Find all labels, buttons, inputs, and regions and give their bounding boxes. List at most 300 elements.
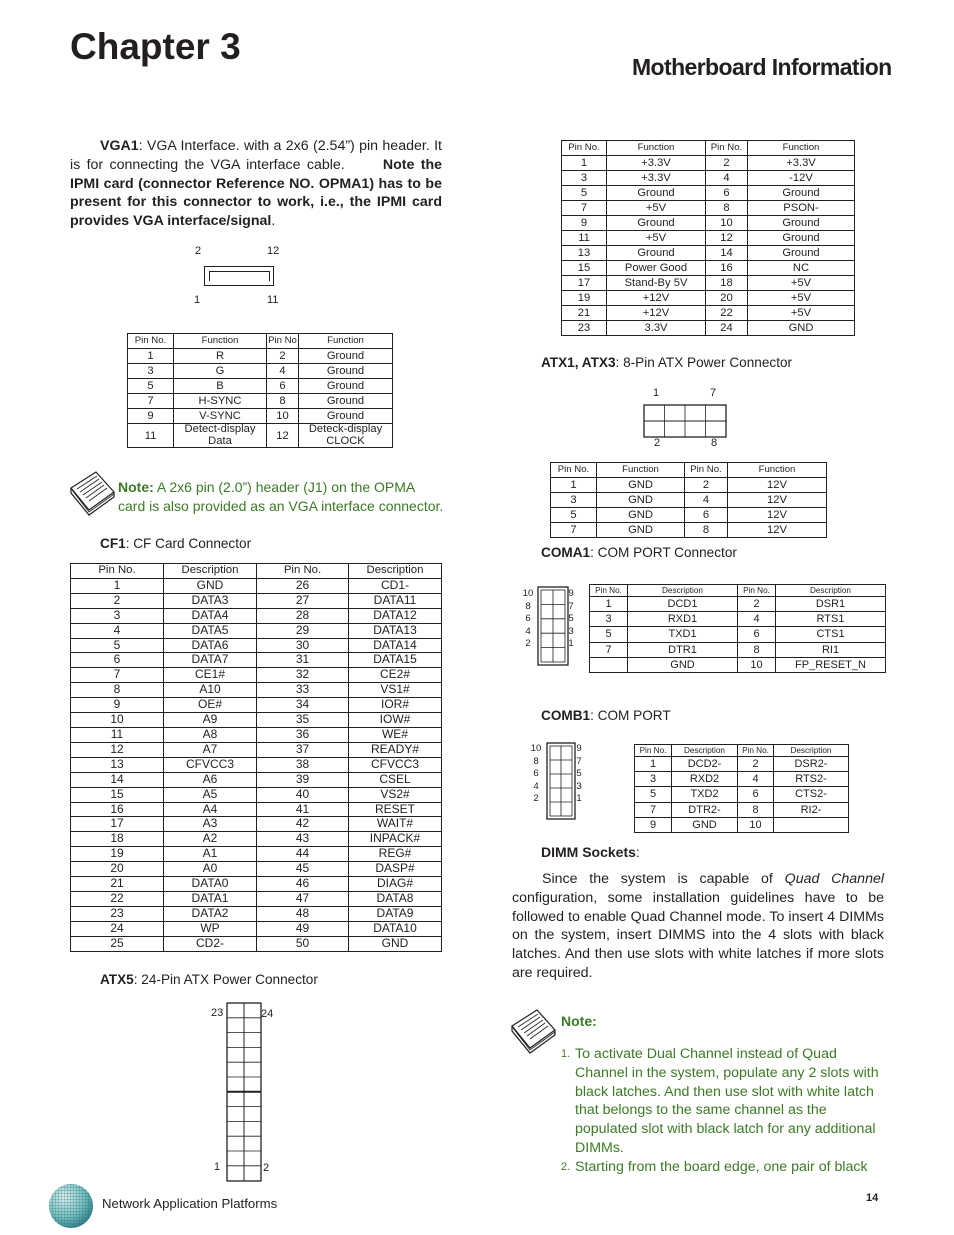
table-cell: 9 xyxy=(128,409,174,424)
comb-caption: COMB1: COM PORT xyxy=(541,708,671,723)
table-cell: 3 xyxy=(635,772,672,787)
table-cell: DATA3 xyxy=(164,593,257,608)
table-row xyxy=(562,156,855,171)
table-cell: 43 xyxy=(257,832,349,847)
table-cell: Power Good xyxy=(607,261,706,276)
table-header-cell: Function xyxy=(299,334,393,349)
table-row xyxy=(562,261,855,276)
atx24-pin-table xyxy=(561,140,855,336)
table-cell: 1 xyxy=(635,757,672,772)
table-row xyxy=(128,349,393,364)
table-cell: 20 xyxy=(706,291,748,306)
table-cell: 21 xyxy=(71,877,164,892)
pin-label: 8 xyxy=(525,600,531,612)
coma-right-pin-labels xyxy=(566,588,576,651)
table-row xyxy=(635,817,849,832)
table-cell: 50 xyxy=(257,936,349,951)
atx8-caption: ATX1, ATX3: 8-Pin ATX Power Connector xyxy=(541,355,793,370)
table-row xyxy=(128,379,393,394)
table-cell: CD1- xyxy=(349,578,442,593)
table-cell: 5 xyxy=(71,638,164,653)
table-cell: 35 xyxy=(257,713,349,728)
vga-description: VGA1: VGA Interface. with a 2x6 (2.54”) pin header. It is for connecting the VGA interface cable. Note the IPMI card (connector Reference NO. OPMA1) has to be present for this connector to work, i.e., the IPMI card provides VGA interface/signal. xyxy=(70,138,443,230)
table-cell: FP_RESET_N xyxy=(776,657,886,672)
table-row xyxy=(71,787,442,802)
table-cell: DATA14 xyxy=(349,638,442,653)
table-cell: 3.3V xyxy=(607,321,706,336)
table-cell: DATA13 xyxy=(349,623,442,638)
table-cell: WAIT# xyxy=(349,817,442,832)
table-header-row xyxy=(551,463,827,478)
cf-pin-table xyxy=(70,563,442,952)
table-row xyxy=(562,306,855,321)
comb-right-pin-labels xyxy=(574,743,584,806)
atx8-connector xyxy=(643,404,727,438)
table-row xyxy=(635,802,849,817)
table-cell: 12 xyxy=(71,742,164,757)
table-cell: 22 xyxy=(71,891,164,906)
table-cell: Ground xyxy=(748,231,855,246)
table-cell: GND xyxy=(748,321,855,336)
coma-connector xyxy=(537,586,569,666)
table-cell: A3 xyxy=(164,817,257,832)
table-cell: 18 xyxy=(71,832,164,847)
table-cell: DATA10 xyxy=(349,921,442,936)
pin-label: 1 xyxy=(576,793,582,805)
atx5-pin-label: 24 xyxy=(261,1008,274,1020)
table-cell: 7 xyxy=(635,802,672,817)
table-row xyxy=(71,653,442,668)
table-cell: IOW# xyxy=(349,713,442,728)
table-cell: 5 xyxy=(635,787,672,802)
table-cell: Ground xyxy=(299,349,393,364)
table-cell: 29 xyxy=(257,623,349,638)
table-cell: 7 xyxy=(590,642,628,657)
table-row xyxy=(562,321,855,336)
note-label: Note: xyxy=(118,479,154,495)
table-cell: 11 xyxy=(128,424,174,448)
table-row xyxy=(562,291,855,306)
table-cell: 26 xyxy=(257,578,349,593)
table-cell: 9 xyxy=(635,817,672,832)
table-cell: 45 xyxy=(257,862,349,877)
table-header-cell: Description xyxy=(776,585,886,597)
table-cell: 1 xyxy=(551,478,597,493)
table-cell: 6 xyxy=(71,653,164,668)
table-cell: +12V xyxy=(607,306,706,321)
table-row xyxy=(128,394,393,409)
table-cell: +5V xyxy=(748,291,855,306)
pin-label: 5 xyxy=(568,613,574,625)
table-cell: 5 xyxy=(590,627,628,642)
table-cell: 20 xyxy=(71,862,164,877)
table-cell: 37 xyxy=(257,742,349,757)
table-header-cell: Description xyxy=(349,564,442,579)
table-cell: 3 xyxy=(562,171,607,186)
table-cell: Ground xyxy=(299,394,393,409)
table-cell: 22 xyxy=(706,306,748,321)
table-cell: 6 xyxy=(267,379,299,394)
table-cell: CSEL xyxy=(349,772,442,787)
table-cell: 4 xyxy=(71,623,164,638)
table-cell: 1 xyxy=(128,349,174,364)
table-row xyxy=(71,683,442,698)
table-row xyxy=(71,623,442,638)
table-cell: DATA8 xyxy=(349,891,442,906)
table-cell: 47 xyxy=(257,891,349,906)
section-title: Motherboard Information xyxy=(632,54,892,80)
table-cell: 17 xyxy=(71,817,164,832)
table-cell: -12V xyxy=(748,171,855,186)
table-cell: Ground xyxy=(748,216,855,231)
table-cell: +3.3V xyxy=(748,156,855,171)
table-cell: 46 xyxy=(257,877,349,892)
table-cell: DCD1 xyxy=(628,597,738,612)
table-cell: 4 xyxy=(267,364,299,379)
table-cell: Detect-display Data xyxy=(174,424,267,448)
table-header-cell: Pin No. xyxy=(635,745,672,757)
table-cell: A10 xyxy=(164,683,257,698)
table-cell: 4 xyxy=(706,171,748,186)
table-cell: GND xyxy=(597,523,685,538)
table-cell: V-SYNC xyxy=(174,409,267,424)
table-cell: +3.3V xyxy=(607,171,706,186)
table-header-cell: Function xyxy=(728,463,827,478)
pin-label: 4 xyxy=(525,625,531,637)
table-cell: 24 xyxy=(706,321,748,336)
table-cell: DATA12 xyxy=(349,608,442,623)
table-cell: A2 xyxy=(164,832,257,847)
vga-pin-label: 12 xyxy=(267,245,280,257)
table-row xyxy=(590,657,886,672)
note-text: Starting from the board edge, one pair of black xyxy=(575,1158,868,1175)
table-cell: 19 xyxy=(71,847,164,862)
table-cell: OE# xyxy=(164,698,257,713)
table-cell: PSON- xyxy=(748,201,855,216)
table-cell: DTR2- xyxy=(672,802,738,817)
table-cell: 8 xyxy=(706,201,748,216)
table-cell: 25 xyxy=(71,936,164,951)
table-header-cell: Function xyxy=(748,141,855,156)
comb-pin-table xyxy=(634,744,849,833)
dimm-note-label: Note: xyxy=(561,1013,597,1029)
pin-label: 10 xyxy=(522,588,534,599)
table-cell: 36 xyxy=(257,727,349,742)
table-cell: 12V xyxy=(728,508,827,523)
table-row xyxy=(71,802,442,817)
table-row xyxy=(71,817,442,832)
table-cell: GND xyxy=(628,657,738,672)
table-cell: 13 xyxy=(71,757,164,772)
table-header-row xyxy=(128,334,393,349)
atx5-pin-label: 1 xyxy=(214,1161,221,1173)
table-cell: 8 xyxy=(685,523,728,538)
table-cell: RI1 xyxy=(776,642,886,657)
vga-bold-note: Note the IPMI card (connector Reference NO. OPMA1) has to be present for this connector to work, i.e., the IPMI card provides VGA interface/signal xyxy=(70,156,443,230)
chapter-title: Chapter 3 xyxy=(70,26,241,67)
table-cell: REG# xyxy=(349,847,442,862)
table-row xyxy=(71,772,442,787)
table-cell: 11 xyxy=(71,727,164,742)
table-cell: H-SYNC xyxy=(174,394,267,409)
table-cell: A5 xyxy=(164,787,257,802)
table-cell: 10 xyxy=(738,817,774,832)
pin-label: 7 xyxy=(576,755,582,767)
table-cell xyxy=(774,817,849,832)
note-item xyxy=(561,1158,881,1177)
pin-label: 1 xyxy=(568,638,574,650)
table-cell: 15 xyxy=(562,261,607,276)
table-cell: Ground xyxy=(607,216,706,231)
pin-label: 7 xyxy=(568,600,574,612)
comb-connector xyxy=(546,742,576,820)
table-cell: WE# xyxy=(349,727,442,742)
table-cell: IOR# xyxy=(349,698,442,713)
vga-intro: : VGA Interface. with a 2x6 (2.54”) pin header. It is for connecting the VGA interface cable. xyxy=(70,138,442,173)
table-cell: CTS1 xyxy=(776,627,886,642)
table-cell: 4 xyxy=(685,493,728,508)
table-row xyxy=(71,593,442,608)
table-cell: 18 xyxy=(706,276,748,291)
table-cell: 40 xyxy=(257,787,349,802)
table-cell: 9 xyxy=(562,216,607,231)
table-row xyxy=(71,891,442,906)
table-cell: A0 xyxy=(164,862,257,877)
table-cell: Ground xyxy=(607,186,706,201)
table-cell: DATA11 xyxy=(349,593,442,608)
table-cell: 23 xyxy=(71,906,164,921)
table-cell: 8 xyxy=(738,642,776,657)
vga-pin-label: 1 xyxy=(194,294,201,306)
table-cell: 4 xyxy=(738,772,774,787)
table-cell: 2 xyxy=(71,593,164,608)
table-header-cell: Pin No. xyxy=(685,463,728,478)
table-cell: 8 xyxy=(267,394,299,409)
table-row xyxy=(71,713,442,728)
table-header-cell: Pin No xyxy=(267,334,299,349)
table-cell: CD2- xyxy=(164,936,257,951)
atx8-pin-label: 2 xyxy=(654,437,661,449)
table-cell: CTS2- xyxy=(774,787,849,802)
table-header-cell: Description xyxy=(164,564,257,579)
table-cell: DATA6 xyxy=(164,638,257,653)
table-cell: 16 xyxy=(706,261,748,276)
vga-note-text: A 2x6 pin (2.0”) header (J1) on the OPMA card is also provided as an VGA interface connector. xyxy=(118,479,444,514)
vga-pin-table xyxy=(127,333,393,448)
table-cell: Ground xyxy=(299,409,393,424)
atx5-connector xyxy=(226,1002,262,1182)
table-cell: Stand-By 5V xyxy=(607,276,706,291)
table-row xyxy=(590,642,886,657)
table-cell: GND xyxy=(672,817,738,832)
table-cell: A7 xyxy=(164,742,257,757)
table-cell: 2 xyxy=(685,478,728,493)
table-row xyxy=(71,877,442,892)
table-cell: VS2# xyxy=(349,787,442,802)
coma-caption: COMA1: COM PORT Connector xyxy=(541,545,737,560)
pin-label: 9 xyxy=(568,588,574,599)
table-cell: 10 xyxy=(267,409,299,424)
table-cell: GND xyxy=(597,493,685,508)
table-cell: NC xyxy=(748,261,855,276)
table-cell: DATA7 xyxy=(164,653,257,668)
table-cell: 2 xyxy=(738,757,774,772)
table-cell: +12V xyxy=(607,291,706,306)
table-row xyxy=(562,171,855,186)
table-header-cell: Pin No. xyxy=(738,585,776,597)
table-cell: RTS1 xyxy=(776,612,886,627)
table-cell: 49 xyxy=(257,921,349,936)
vga-pin-label: 11 xyxy=(267,294,279,306)
table-cell: DSR1 xyxy=(776,597,886,612)
table-cell: RTS2- xyxy=(774,772,849,787)
table-header-cell: Description xyxy=(672,745,738,757)
pin-label: 2 xyxy=(533,793,539,805)
vga-header-connector xyxy=(204,266,274,286)
table-row xyxy=(590,627,886,642)
note-text: To activate Dual Channel instead of Quad Channel in the system, populate any 2 slots with black latches. And then use slot with white latch that belongs to the same channel as the populated slot with black latch for any additional DIMMs. xyxy=(575,1046,879,1156)
table-cell: Ground xyxy=(299,379,393,394)
dimm-heading: DIMM Sockets: xyxy=(541,844,640,860)
table-cell: DTR1 xyxy=(628,642,738,657)
table-cell: 48 xyxy=(257,906,349,921)
note-item xyxy=(561,1045,881,1158)
table-cell: DATA15 xyxy=(349,653,442,668)
table-row xyxy=(71,608,442,623)
table-cell: 31 xyxy=(257,653,349,668)
table-cell: RXD2 xyxy=(672,772,738,787)
table-cell: GND xyxy=(597,478,685,493)
note-number: 2. xyxy=(561,1160,571,1173)
table-header-cell: Pin No. xyxy=(562,141,607,156)
table-cell: GND xyxy=(597,508,685,523)
table-row xyxy=(590,597,886,612)
table-row xyxy=(71,832,442,847)
table-cell: 16 xyxy=(71,802,164,817)
table-cell: INPACK# xyxy=(349,832,442,847)
table-cell: RI2- xyxy=(774,802,849,817)
table-row xyxy=(71,727,442,742)
table-cell: CFVCC3 xyxy=(349,757,442,772)
table-row xyxy=(635,757,849,772)
table-cell: 15 xyxy=(71,787,164,802)
table-row xyxy=(71,847,442,862)
table-header-cell: Pin No. xyxy=(590,585,628,597)
table-row xyxy=(551,523,827,538)
table-cell: 12V xyxy=(728,523,827,538)
table-cell: 11 xyxy=(562,231,607,246)
table-header-cell: Pin No. xyxy=(706,141,748,156)
table-cell: 12 xyxy=(267,424,299,448)
table-row xyxy=(71,936,442,951)
table-header-row xyxy=(635,745,849,757)
table-cell: 5 xyxy=(562,186,607,201)
table-cell: Deteck-display CLOCK xyxy=(299,424,393,448)
table-cell: R xyxy=(174,349,267,364)
table-cell: DIAG# xyxy=(349,877,442,892)
table-cell: 6 xyxy=(738,627,776,642)
table-row xyxy=(562,216,855,231)
table-cell: GND xyxy=(164,578,257,593)
table-cell: +5V xyxy=(607,201,706,216)
pin-label: 6 xyxy=(533,768,539,780)
table-header-row xyxy=(562,141,855,156)
table-cell: +3.3V xyxy=(607,156,706,171)
table-cell: CE2# xyxy=(349,668,442,683)
table-cell: DATA2 xyxy=(164,906,257,921)
pin-label: 2 xyxy=(525,638,531,650)
pin-label: 3 xyxy=(568,625,574,637)
table-cell: 1 xyxy=(562,156,607,171)
table-cell: DATA1 xyxy=(164,891,257,906)
table-row xyxy=(71,906,442,921)
table-cell: TXD1 xyxy=(628,627,738,642)
table-row xyxy=(551,478,827,493)
table-cell: 41 xyxy=(257,802,349,817)
table-cell: 6 xyxy=(685,508,728,523)
table-cell: Ground xyxy=(748,186,855,201)
table-cell: 3 xyxy=(128,364,174,379)
table-header-cell: Pin No. xyxy=(71,564,164,579)
table-cell: 7 xyxy=(128,394,174,409)
table-row xyxy=(562,231,855,246)
table-row xyxy=(71,921,442,936)
table-row xyxy=(562,201,855,216)
footer-text: Network Application Platforms xyxy=(102,1196,278,1211)
table-cell: 27 xyxy=(257,593,349,608)
table-cell: 3 xyxy=(590,612,628,627)
table-cell: 23 xyxy=(562,321,607,336)
table-cell: 8 xyxy=(738,802,774,817)
table-cell: 2 xyxy=(706,156,748,171)
table-cell: 30 xyxy=(257,638,349,653)
atx8-pin-label: 1 xyxy=(653,387,660,399)
table-header-cell: Pin No. xyxy=(738,745,774,757)
table-cell: DATA9 xyxy=(349,906,442,921)
table-cell: G xyxy=(174,364,267,379)
table-cell: RESET xyxy=(349,802,442,817)
table-cell: 9 xyxy=(71,698,164,713)
table-row xyxy=(562,276,855,291)
table-cell: GND xyxy=(349,936,442,951)
table-cell: B xyxy=(174,379,267,394)
note-number: 1. xyxy=(561,1048,571,1060)
table-cell: 14 xyxy=(706,246,748,261)
table-cell: 38 xyxy=(257,757,349,772)
pin-label: 4 xyxy=(533,780,539,792)
atx5-pin-label: 2 xyxy=(263,1162,270,1174)
table-row xyxy=(71,668,442,683)
table-cell: A4 xyxy=(164,802,257,817)
table-row xyxy=(128,364,393,379)
table-cell: 7 xyxy=(562,201,607,216)
note-book-icon xyxy=(509,1004,559,1054)
table-cell: 10 xyxy=(738,657,776,672)
table-cell: DATA5 xyxy=(164,623,257,638)
table-cell: +5V xyxy=(748,276,855,291)
table-cell: 21 xyxy=(562,306,607,321)
table-cell: 13 xyxy=(562,246,607,261)
company-logo-icon xyxy=(48,1183,94,1229)
table-header-cell: Function xyxy=(607,141,706,156)
table-cell: A8 xyxy=(164,727,257,742)
table-cell: CE1# xyxy=(164,668,257,683)
coma-left-pin-labels xyxy=(520,588,536,651)
table-cell: READY# xyxy=(349,742,442,757)
table-cell: 12 xyxy=(706,231,748,246)
table-header-row xyxy=(590,585,886,597)
table-cell: WP xyxy=(164,921,257,936)
